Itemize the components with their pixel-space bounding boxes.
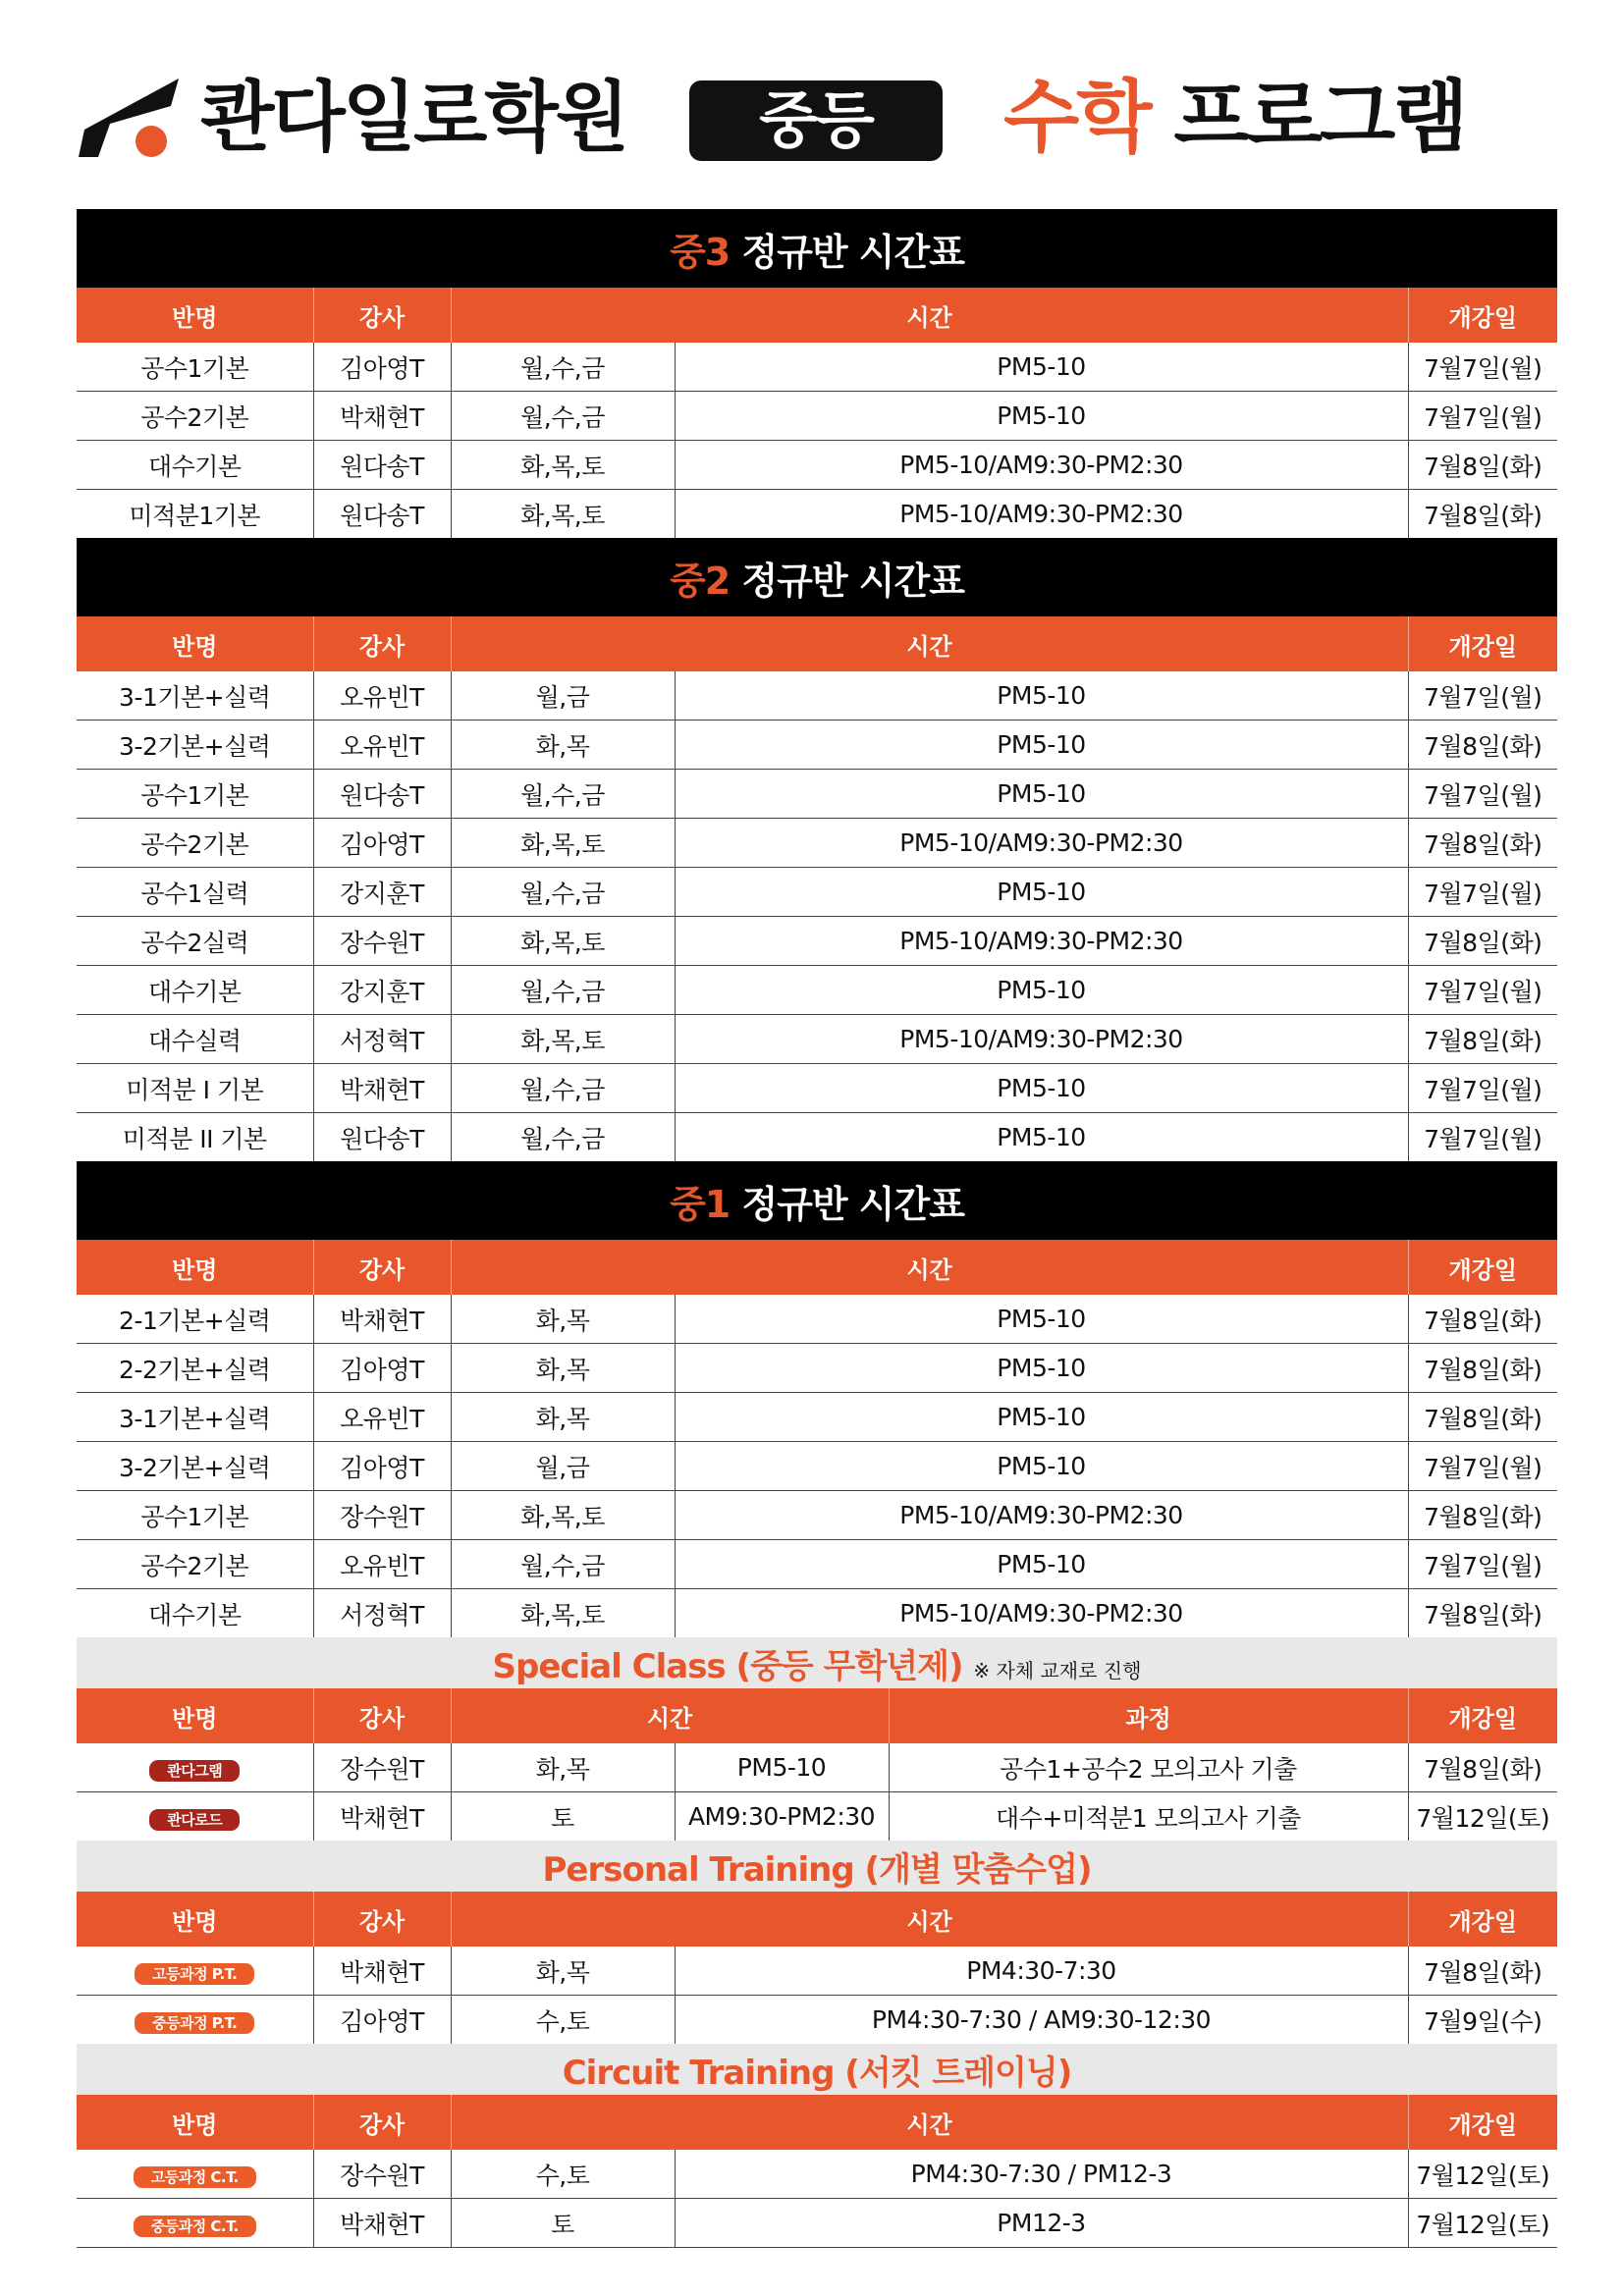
- class-time: PM4:30-7:30 / AM9:30-12:30: [675, 1996, 1408, 2045]
- teacher-name: 김아영T: [313, 1344, 451, 1393]
- table-row: [77, 1491, 1557, 1540]
- class-name: 공수1기본: [77, 343, 313, 392]
- teacher-name: 김아영T: [313, 1996, 451, 2045]
- teacher-name: 박채현T: [313, 2199, 451, 2248]
- start-date: 7월8일(화): [1408, 721, 1557, 770]
- table-row: [77, 1344, 1557, 1393]
- table-row: [77, 721, 1557, 770]
- table-row: [77, 2199, 1557, 2248]
- class-days: 화,목: [451, 1295, 675, 1344]
- start-date: 7월8일(화): [1408, 1344, 1557, 1393]
- class-time: PM5-10: [675, 392, 1408, 441]
- class-time: PM5-10: [675, 671, 1408, 721]
- table-row: [77, 1015, 1557, 1064]
- class-days: 화,목,토: [451, 490, 675, 539]
- class-time: PM5-10: [675, 721, 1408, 770]
- class-name: 3-1기본+실력: [77, 1393, 313, 1442]
- table-row: [77, 770, 1557, 819]
- class-badge-cell: [77, 1743, 313, 1792]
- class-days: 월,수,금: [451, 966, 675, 1015]
- academy-name: 콴다일로학원: [200, 74, 627, 162]
- class-time: PM5-10/AM9:30-PM2:30: [675, 917, 1408, 966]
- m2-title: 중2 정규반 시간표: [77, 538, 1557, 616]
- class-name: 공수2기본: [77, 819, 313, 868]
- class-days: 토: [451, 2199, 675, 2248]
- class-days: 화,목: [451, 1947, 675, 1996]
- teacher-name: 원다송T: [313, 490, 451, 539]
- table-row: [77, 868, 1557, 917]
- col-time: 시간: [451, 288, 1408, 343]
- table-row: [77, 343, 1557, 392]
- table-row: [77, 1295, 1557, 1344]
- title-program: 프로그램: [1173, 72, 1466, 163]
- teacher-name: 오유빈T: [313, 721, 451, 770]
- start-date: 7월9일(수): [1408, 1996, 1557, 2045]
- col-class: 반명: [77, 288, 313, 343]
- class-time: PM5-10/AM9:30-PM2:30: [675, 490, 1408, 539]
- title-subject: 수학: [1003, 72, 1150, 163]
- class-days: 월,수,금: [451, 392, 675, 441]
- class-name: 공수2실력: [77, 917, 313, 966]
- teacher-name: 원다송T: [313, 1113, 451, 1162]
- col-time: 시간: [451, 616, 1408, 671]
- table-row: [77, 819, 1557, 868]
- class-name: 2-2기본+실력: [77, 1344, 313, 1393]
- class-name: 공수1기본: [77, 770, 313, 819]
- start-date: 7월7일(월): [1408, 343, 1557, 392]
- teacher-name: 박채현T: [313, 1295, 451, 1344]
- teacher-name: 박채현T: [313, 1792, 451, 1842]
- class-days: 월,수,금: [451, 1113, 675, 1162]
- col-teacher: 강사: [313, 1688, 451, 1743]
- class-days: 월,금: [451, 671, 675, 721]
- start-date: 7월8일(화): [1408, 917, 1557, 966]
- m2-header-row: [77, 616, 1557, 671]
- special-title: Special Class (중등 무학년제) ※ 자체 교재로 진행: [77, 1637, 1557, 1688]
- class-days: 월,수,금: [451, 770, 675, 819]
- m1-rows: [77, 1295, 1557, 1637]
- class-days: 화,목,토: [451, 819, 675, 868]
- table-row: [77, 490, 1557, 539]
- class-time: PM5-10/AM9:30-PM2:30: [675, 441, 1408, 490]
- start-date: 7월7일(월): [1408, 770, 1557, 819]
- schedule-tables: [77, 209, 1557, 2248]
- teacher-name: 강지훈T: [313, 966, 451, 1015]
- col-time: 시간: [451, 1892, 1408, 1947]
- table-row: [77, 1792, 1557, 1842]
- class-name: 2-1기본+실력: [77, 1295, 313, 1344]
- col-teacher: 강사: [313, 1240, 451, 1295]
- teacher-name: 김아영T: [313, 1442, 451, 1491]
- class-days: 화,목: [451, 1344, 675, 1393]
- col-teacher: 강사: [313, 2095, 451, 2150]
- special-title-row: [77, 1637, 1557, 1688]
- m3-rows: [77, 343, 1557, 538]
- class-time: PM5-10/AM9:30-PM2:30: [675, 1015, 1408, 1064]
- class-name: 3-1기본+실력: [77, 671, 313, 721]
- col-time: 시간: [451, 1240, 1408, 1295]
- class-name: 미적분1기본: [129, 501, 261, 530]
- col-class: 반명: [77, 1240, 313, 1295]
- class-time: PM5-10: [675, 1540, 1408, 1589]
- teacher-name: 오유빈T: [313, 1540, 451, 1589]
- class-time: PM5-10: [675, 1113, 1408, 1162]
- class-name: 대수기본: [77, 966, 313, 1015]
- class-days: 월,수,금: [451, 868, 675, 917]
- start-date: 7월7일(월): [1408, 1442, 1557, 1491]
- class-name: 대수기본: [147, 1600, 242, 1629]
- m1-header-row: [77, 1240, 1557, 1295]
- class-time: PM5-10/AM9:30-PM2:30: [675, 1491, 1408, 1540]
- class-days: 토: [451, 1792, 675, 1842]
- circuit-title: Circuit Training (서킷 트레이닝): [77, 2044, 1557, 2095]
- start-date: 7월7일(월): [1408, 392, 1557, 441]
- start-date: 7월12일(토): [1408, 2199, 1557, 2248]
- schedule-table: [77, 209, 1557, 2248]
- special-rows: [77, 1743, 1557, 1841]
- class-time: PM5-10: [675, 1295, 1408, 1344]
- personal-rows: [77, 1947, 1557, 2044]
- col-start: 개강일: [1408, 288, 1557, 343]
- class-time: PM12-3: [675, 2199, 1408, 2248]
- start-date: 7월7일(월): [1408, 868, 1557, 917]
- start-date: 7월7일(월): [1408, 1064, 1557, 1113]
- m1-title: 중1 정규반 시간표: [77, 1161, 1557, 1240]
- class-time: PM5-10/AM9:30-PM2:30: [675, 819, 1408, 868]
- class-badge: 콴다로드: [149, 1809, 240, 1831]
- teacher-name: 장수원T: [313, 917, 451, 966]
- m2-title-row: [77, 538, 1557, 616]
- col-start: 개강일: [1408, 1688, 1557, 1743]
- circuit-title-row: [77, 2044, 1557, 2095]
- table-row: [77, 2150, 1557, 2199]
- teacher-name: 서정혁T: [313, 1589, 451, 1638]
- start-date: 7월8일(화): [1408, 1589, 1557, 1638]
- col-class: 반명: [77, 1688, 313, 1743]
- page-title: [1003, 69, 1466, 167]
- class-badge: 고등과정 C.T.: [134, 2166, 256, 2188]
- table-row: [77, 1064, 1557, 1113]
- teacher-name: 장수원T: [313, 1743, 451, 1792]
- m3-title: 중3 정규반 시간표: [77, 209, 1557, 288]
- class-badge-cell: [77, 2150, 313, 2199]
- class-days: 화,목: [451, 1393, 675, 1442]
- col-class: 반명: [77, 1892, 313, 1947]
- col-teacher: 강사: [313, 1892, 451, 1947]
- table-row: [77, 392, 1557, 441]
- class-name: 공수1실력: [77, 868, 313, 917]
- circuit-header-row: [77, 2095, 1557, 2150]
- class-days: 월,수,금: [451, 1540, 675, 1589]
- start-date: 7월8일(화): [1408, 1491, 1557, 1540]
- class-name: 공수2기본: [77, 392, 313, 441]
- start-date: 7월8일(화): [1408, 441, 1557, 490]
- course-name: 대수+미적분1 모의고사 기출: [889, 1792, 1408, 1842]
- col-class: 반명: [77, 616, 313, 671]
- start-date: 7월8일(화): [1408, 490, 1557, 539]
- class-name: 공수2기본: [77, 1540, 313, 1589]
- table-row: [77, 1996, 1557, 2045]
- class-time: PM4:30-7:30: [675, 1947, 1408, 1996]
- class-badge-cell: [77, 1996, 313, 2045]
- table-row: [77, 1393, 1557, 1442]
- class-days: 화,목,토: [451, 1015, 675, 1064]
- special-header-row: [77, 1688, 1557, 1743]
- personal-header-row: [77, 1892, 1557, 1947]
- m3-header-row: [77, 288, 1557, 343]
- m3-title-row: [77, 209, 1557, 288]
- start-date: 7월8일(화): [1408, 1015, 1557, 1064]
- start-date: 7월8일(화): [1408, 1947, 1557, 1996]
- class-name: 대수기본: [77, 441, 313, 490]
- teacher-name: 원다송T: [313, 770, 451, 819]
- class-days: 화,목,토: [451, 441, 675, 490]
- start-date: 7월7일(월): [1408, 1540, 1557, 1589]
- col-time: 시간: [451, 2095, 1408, 2150]
- class-badge: 중등과정 C.T.: [134, 2216, 256, 2237]
- teacher-name: 서정혁T: [313, 1015, 451, 1064]
- class-time: PM5-10: [675, 1064, 1408, 1113]
- start-date: 7월7일(월): [1408, 1113, 1557, 1162]
- start-date: 7월7일(월): [1408, 966, 1557, 1015]
- start-date: 7월8일(화): [1408, 819, 1557, 868]
- table-row: [77, 1589, 1557, 1638]
- teacher-name: 장수원T: [313, 2150, 451, 2199]
- teacher-name: 박채현T: [313, 1947, 451, 1996]
- class-days: 월,수,금: [451, 343, 675, 392]
- class-time: PM5-10: [675, 1344, 1408, 1393]
- class-name: 대수실력: [77, 1015, 313, 1064]
- class-days: 화,목,토: [451, 917, 675, 966]
- class-time: PM5-10: [675, 1393, 1408, 1442]
- class-badge: 고등과정 P.T.: [135, 1963, 254, 1985]
- start-date: 7월7일(월): [1408, 671, 1557, 721]
- m2-rows: [77, 671, 1557, 1161]
- class-time: AM9:30-PM2:30: [675, 1792, 889, 1842]
- col-teacher: 강사: [313, 288, 451, 343]
- start-date: 7월12일(토): [1408, 2150, 1557, 2199]
- class-days: 월,금: [451, 1442, 675, 1491]
- start-date: 7월8일(화): [1408, 1743, 1557, 1792]
- col-course: 과정: [889, 1688, 1408, 1743]
- start-date: 7월8일(화): [1408, 1295, 1557, 1344]
- class-badge-cell: [77, 1947, 313, 1996]
- m1-title-row: [77, 1161, 1557, 1240]
- table-row: [77, 917, 1557, 966]
- teacher-name: 김아영T: [313, 819, 451, 868]
- personal-title-row: [77, 1841, 1557, 1892]
- class-days: 화,목: [451, 721, 675, 770]
- table-row: [77, 1442, 1557, 1491]
- teacher-name: 오유빈T: [313, 671, 451, 721]
- teacher-name: 박채현T: [313, 1064, 451, 1113]
- course-name: 공수1+공수2 모의고사 기출: [889, 1743, 1408, 1792]
- class-time: PM5-10/AM9:30-PM2:30: [675, 1589, 1408, 1638]
- page-header: [0, 0, 1624, 196]
- level-badge: 중등: [689, 80, 943, 161]
- class-time: PM5-10: [675, 343, 1408, 392]
- col-start: 개강일: [1408, 2095, 1557, 2150]
- special-note: ※ 자체 교재로 진행: [973, 1658, 1142, 1682]
- col-start: 개강일: [1408, 616, 1557, 671]
- class-name: 공수1기본: [77, 1491, 313, 1540]
- class-days: 수,토: [451, 2150, 675, 2199]
- class-days: 수,토: [451, 1996, 675, 2045]
- circuit-rows: [77, 2150, 1557, 2248]
- col-teacher: 강사: [313, 616, 451, 671]
- class-badge-cell: [77, 1792, 313, 1842]
- class-time: PM5-10: [675, 1743, 889, 1792]
- class-days: 화,목,토: [451, 1491, 675, 1540]
- teacher-name: 박채현T: [313, 392, 451, 441]
- class-name: 3-2기본+실력: [77, 721, 313, 770]
- class-time: PM5-10: [675, 1442, 1408, 1491]
- class-time: PM4:30-7:30 / PM12-3: [675, 2150, 1408, 2199]
- col-start: 개강일: [1408, 1892, 1557, 1947]
- table-row: [77, 1113, 1557, 1162]
- class-time: PM5-10: [675, 966, 1408, 1015]
- table-row: [77, 1743, 1557, 1792]
- class-badge: 콴다그램: [149, 1760, 240, 1782]
- table-row: [77, 1947, 1557, 1996]
- class-days: 월,수,금: [451, 1064, 675, 1113]
- teacher-name: 원다송T: [313, 441, 451, 490]
- class-name: 3-2기본+실력: [77, 1442, 313, 1491]
- class-days: 화,목,토: [451, 1589, 675, 1638]
- col-time: 시간: [451, 1688, 889, 1743]
- personal-title: Personal Training (개별 맞춤수업): [77, 1841, 1557, 1892]
- class-days: 화,목: [451, 1743, 675, 1792]
- table-row: [77, 1540, 1557, 1589]
- class-badge-cell: [77, 2199, 313, 2248]
- table-row: [77, 441, 1557, 490]
- class-name: 미적분 I 기본: [77, 1064, 313, 1113]
- academy-logo-icon: [77, 77, 181, 163]
- teacher-name: 오유빈T: [313, 1393, 451, 1442]
- teacher-name: 강지훈T: [313, 868, 451, 917]
- teacher-name: 김아영T: [313, 343, 451, 392]
- table-row: [77, 966, 1557, 1015]
- class-time: PM5-10: [675, 770, 1408, 819]
- teacher-name: 장수원T: [313, 1491, 451, 1540]
- start-date: 7월12일(토): [1408, 1792, 1557, 1842]
- class-name: 미적분 II 기본: [122, 1124, 267, 1153]
- start-date: 7월8일(화): [1408, 1393, 1557, 1442]
- col-start: 개강일: [1408, 1240, 1557, 1295]
- table-row: [77, 671, 1557, 721]
- class-badge: 중등과정 P.T.: [135, 2012, 254, 2034]
- class-time: PM5-10: [675, 868, 1408, 917]
- col-class: 반명: [77, 2095, 313, 2150]
